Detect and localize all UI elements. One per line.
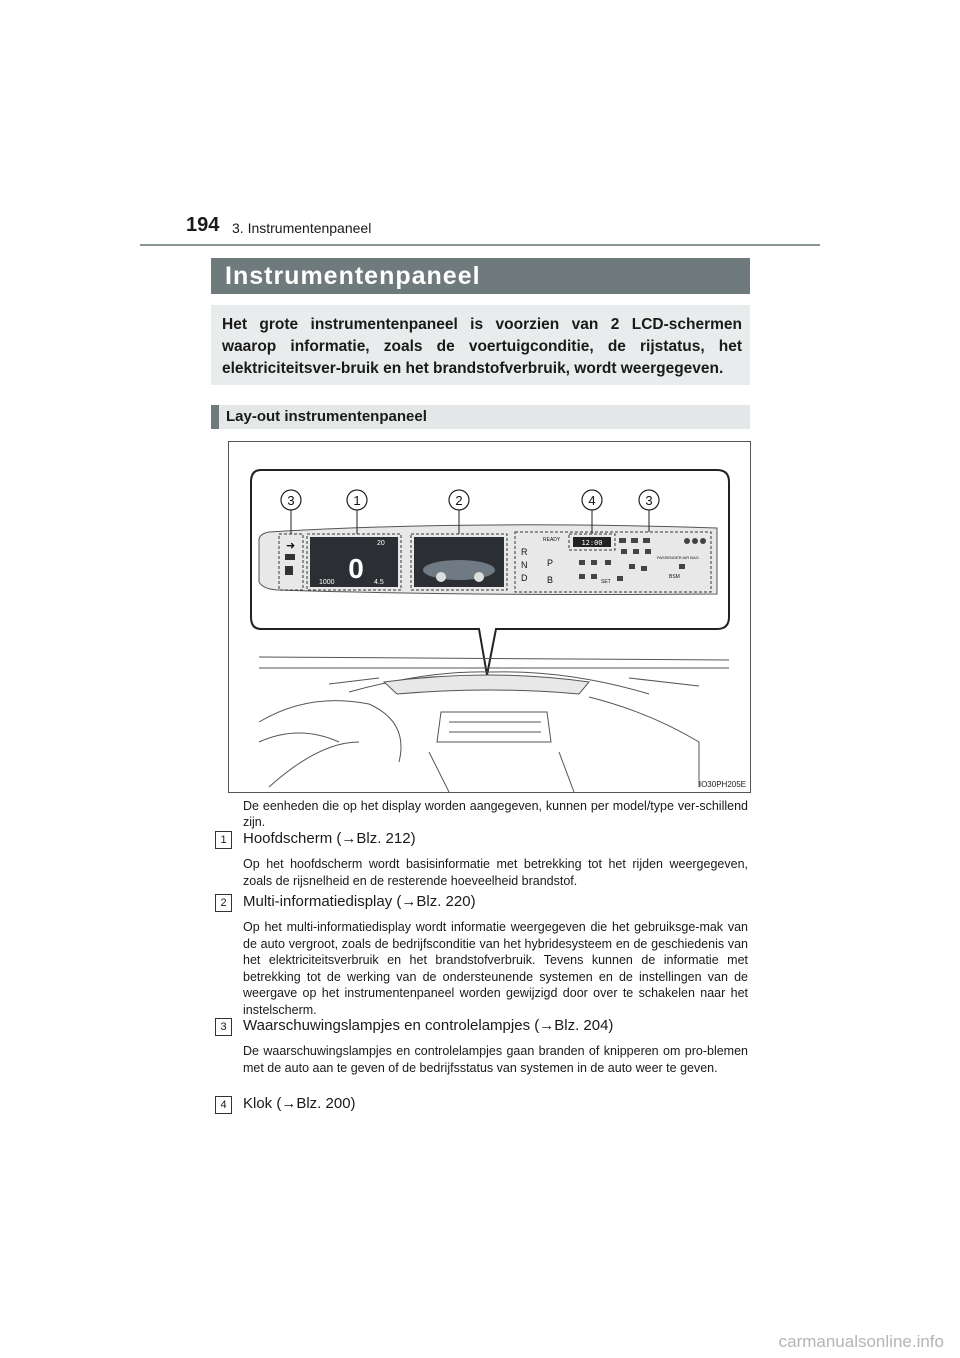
dashboard-illustration — [229, 442, 750, 792]
instrument-panel-figure — [228, 441, 751, 793]
clock-readout: 12:00 — [581, 539, 603, 547]
item-title-warning-lights: Waarschuwingslampjes en controlelampjes (→Blz. 204) — [243, 1017, 614, 1034]
item-number-3: 3 — [215, 1018, 232, 1036]
car-wheel-rear — [474, 572, 484, 582]
gear-d: D — [521, 573, 528, 583]
item-number-1: 1 — [215, 831, 232, 849]
item-body-warning-lights: De waarschuwingslampjes en controlelampjes gaan branden of knipperen om pro-blemen met de auto aan te geven of de bedrijfsstatus van systemen in de auto weer te geven. — [243, 1044, 748, 1075]
passenger-airbag-label: PASSENGER AIR BAG — [657, 555, 699, 560]
header-divider — [140, 244, 820, 246]
temp-readout: 20 — [377, 540, 385, 547]
bsm-label: BSM — [669, 574, 680, 580]
section-accent — [211, 405, 219, 429]
callout-4: 4 — [588, 493, 596, 508]
gear-b: B — [547, 575, 554, 585]
intro-text: Het grote instrumentenpaneel is voorzien van 2 LCD-schermen waarop informatie, zoals de voertuigconditie, de rijstatus, het elektriciteitsver-bruik en het brandstofverbruik, wordt weergegeven. — [222, 316, 742, 377]
range-readout: 1000 — [319, 579, 335, 586]
item-title-main-screen: Hoofdscherm (→Blz. 212) — [243, 830, 416, 847]
callout-3-left: 3 — [287, 493, 295, 508]
gear-r: R — [521, 547, 528, 557]
car-wheel-front — [436, 572, 446, 582]
headlight-icon — [285, 554, 295, 560]
ready-indicator: READY — [543, 537, 561, 543]
units-note: De eenheden die op het display worden aangegeven, kunnen per model/type ver-schillend zijn. — [243, 799, 748, 829]
page-title: Instrumentenpaneel — [225, 262, 481, 290]
item-number-2: 2 — [215, 894, 232, 912]
speed-readout: 0 — [348, 553, 364, 584]
figure-code: IO30PH205E — [698, 780, 746, 789]
callout-2: 2 — [455, 493, 463, 508]
dashboard-line-art — [259, 657, 729, 792]
page-number: 194 — [186, 214, 220, 236]
section-heading: Lay-out instrumentenpaneel — [226, 408, 427, 425]
turn-left-icon: ➜ — [286, 539, 296, 552]
gear-p: P — [547, 558, 554, 568]
item-body-main-screen: Op het hoofdscherm wordt basisinformatie met betrekking tot het rijden weergegeven, zoals de rijsnelheid en de resterende hoeveelheid brandstof. — [243, 857, 748, 888]
item-title-clock: Klok (→Blz. 200) — [243, 1095, 356, 1112]
callout-3-right: 3 — [645, 493, 653, 508]
chapter-title: 3. Instrumentenpaneel — [232, 220, 372, 236]
item-body-multi-info: Op het multi-informatiedisplay wordt informatie weergegeven die het gebruiksge-mak van de auto vergroot, zoals de bedrijfsconditie van het hybridesysteem en de geschiedenis van het elektriciteitsverbruik en het brandstofverbruik. Tevens kunnen de informatie met betrekking tot de werking van de ondersteunende systemen en de instellingen van de weergave op het instrumentenpaneel worden gewijzigd door over te schakelen naar het instelscherm. — [243, 920, 748, 1017]
item-number-4: 4 — [215, 1096, 232, 1114]
gear-n: N — [521, 560, 528, 570]
callout-1: 1 — [353, 493, 361, 508]
watermark: carmanualsonline.info — [778, 1332, 944, 1351]
consumption-readout: 4.5 — [374, 579, 384, 586]
fuel-icon — [285, 566, 293, 575]
car-silhouette — [423, 560, 495, 580]
set-label: SET — [601, 579, 611, 585]
item-title-multi-info: Multi-informatiedisplay (→Blz. 220) — [243, 893, 476, 910]
